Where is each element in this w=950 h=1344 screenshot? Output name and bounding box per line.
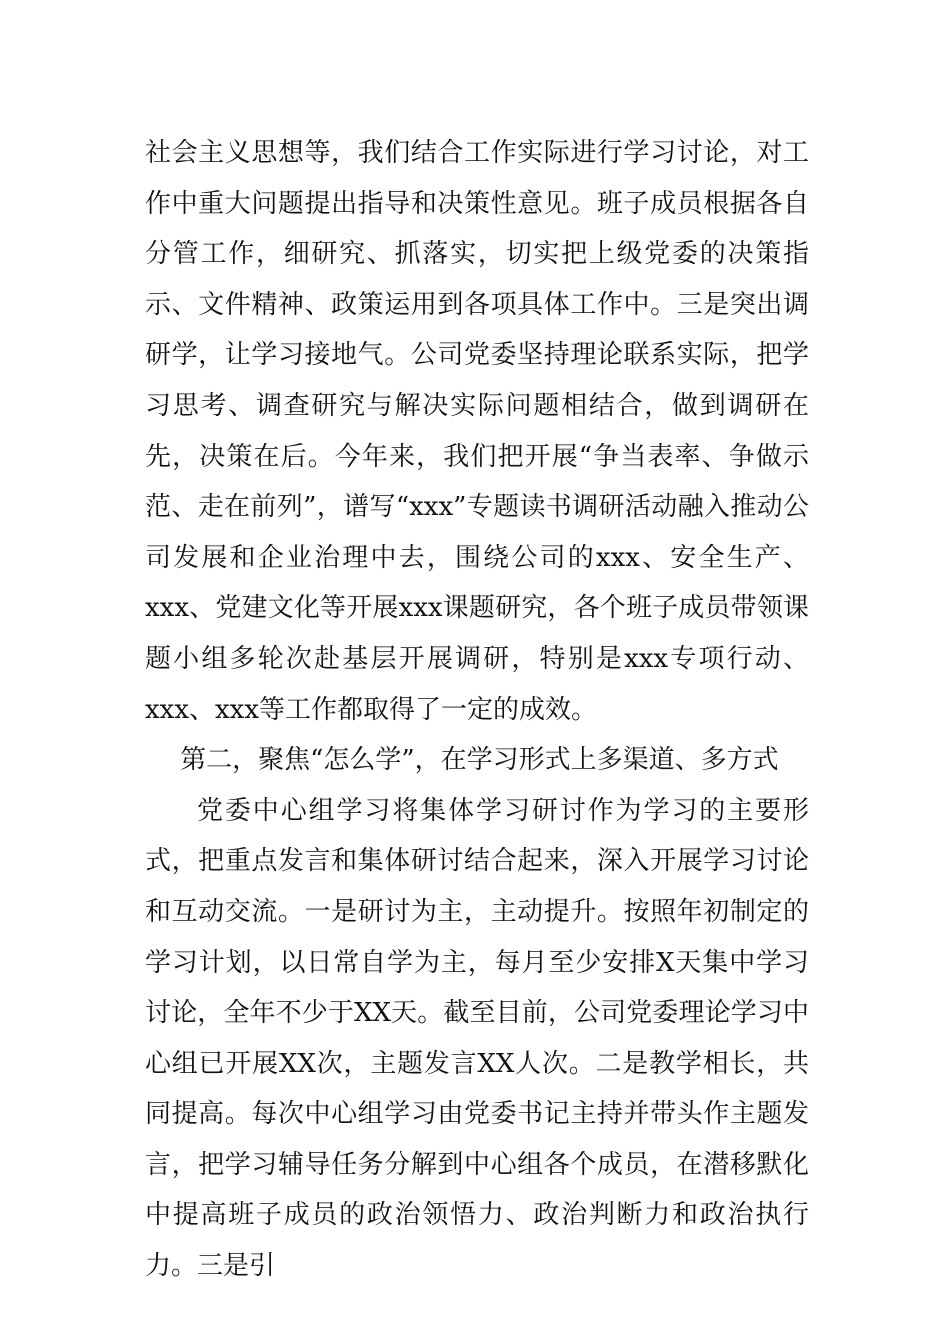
paragraph-study-discussion: 社会主义思想等，我们结合工作实际进行学习讨论，对工作中重大问题提出指导和决策性意见。班子成员根据各自分管工作，细研究、抓落实，切实把上级党委的决策指示、文件精神、政策运用到各项具体工作中。三是突出调研学，让学习接地气。公司党委坚持理论联系实际，把学习思考、调查研究与解决实际问题相结合，做到调研在先，决策在后。今年来，我们把开展“争当表率、争做示范、走在前列”，谱写“xxx”专题读书调研活动融入推动公司发展和企业治理中去，围绕公司的xxx、安全生产、xxx、党建文化等开展xxx课题研究，各个班子成员带领课题小组多轮次赴基层开展调研，特别是xxx专项行动、xxx、xxx等工作都取得了一定的成效。 bbox=[145, 138, 809, 725]
document-body bbox=[145, 128, 809, 1292]
section-heading-how-to-learn: 第二，聚焦“怎么学”，在学习形式上多渠道、多方式 bbox=[180, 745, 779, 776]
paragraph-study-forms: 党委中心组学习将集体学习研讨作为学习的主要形式，把重点发言和集体研讨结合起来，深入开展学习讨论和互动交流。一是研讨为主，主动提升。按照年初制定的学习计划，以日常自学为主，每月至少安排X天集中学习讨论，全年不少于XX天。截至目前，公司党委理论学习中心组已开展XX次，主题发言XX人次。二是教学相长，共同提高。每次中心组学习由党委书记主持并带头作主题发言，把学习辅导任务分解到中心组各个成员，在潜移默化中提高班子成员的政治领悟力、政治判断力和政治执行力。三是引 bbox=[145, 795, 809, 1282]
